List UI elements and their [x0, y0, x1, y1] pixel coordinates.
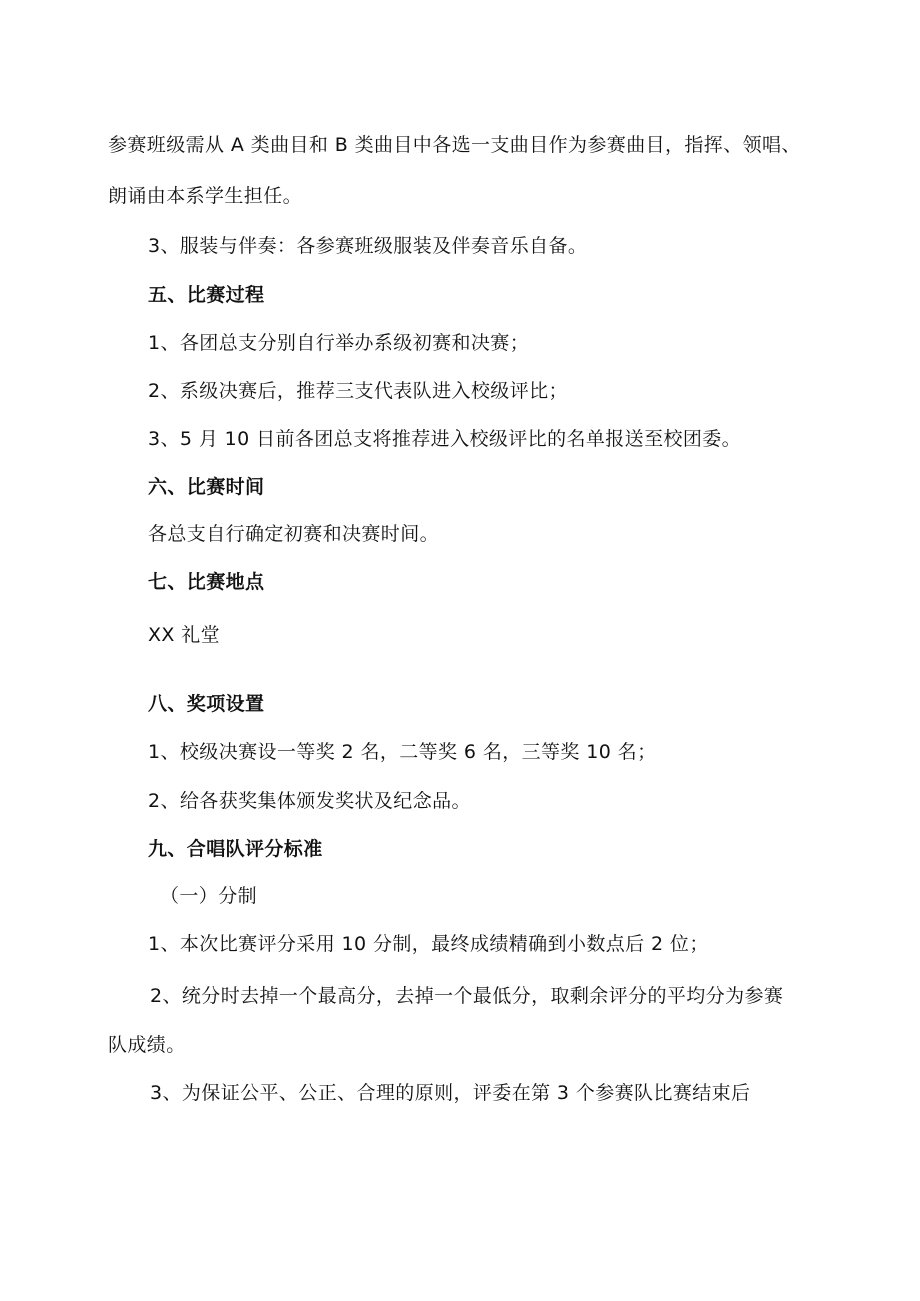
- section-heading: 九、合唱队评分标准: [148, 838, 323, 860]
- list-item: 2、系级决赛后，推荐三支代表队进入校级评比；: [148, 380, 568, 402]
- section-heading: 八、奖项设置: [148, 693, 265, 715]
- list-item: 1、各团总支分别自行举办系级初赛和决赛；: [148, 332, 530, 354]
- list-item: 1、本次比赛评分采用 10 分制，最终成绩精确到小数点后 2 位；: [148, 933, 709, 955]
- list-item: 2、统分时去掉一个最高分，去掉一个最低分，取剩余评分的平均分为参赛: [150, 985, 784, 1007]
- list-item: 3、5 月 10 日前各团总支将推荐进入校级评比的名单报送至校团委。: [148, 428, 742, 450]
- section-heading: 七、比赛地点: [148, 571, 265, 593]
- paragraph-text: 参赛班级需从 A 类曲目和 B 类曲目中各选一支曲目作为参赛曲目，指挥、领唱、: [108, 134, 801, 156]
- list-item: 2、给各获奖集体颁发奖状及纪念品。: [148, 790, 471, 812]
- paragraph-text: 队成绩。: [108, 1034, 186, 1056]
- section-heading: 五、比赛过程: [148, 284, 265, 306]
- paragraph-text: XX 礼堂: [148, 624, 221, 646]
- paragraph-text: 各总支自行确定初赛和决赛时间。: [148, 523, 440, 545]
- section-heading: 六、比赛时间: [148, 476, 265, 498]
- paragraph-text: 朗诵由本系学生担任。: [108, 185, 303, 207]
- list-item: 3、为保证公平、公正、合理的原则，评委在第 3 个参赛队比赛结束后: [150, 1082, 751, 1104]
- list-item: 1、校级决赛设一等奖 2 名，二等奖 6 名，三等奖 10 名；: [148, 741, 657, 763]
- subsection-heading: （一）分制: [160, 885, 258, 907]
- list-item: 3、服装与伴奏：各参赛班级服装及伴奏音乐自备。: [148, 235, 588, 257]
